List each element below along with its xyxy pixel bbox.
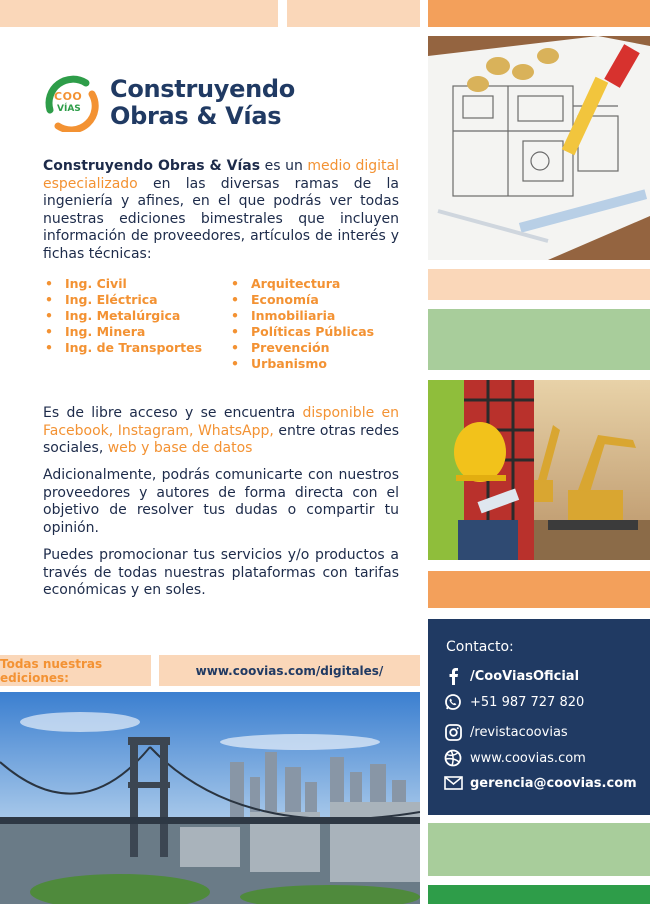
instagram-handle: /revistacoovias [470,724,568,740]
logo-vias: VÍAS [57,104,81,114]
globe-icon [443,748,463,768]
engineer-photo [428,380,650,560]
top-bar-right [428,0,650,27]
web-address: www.coovias.com [470,750,586,766]
instagram-icon [443,722,463,742]
top-bar-left [0,0,278,27]
right-bar-3 [428,571,650,608]
whatsapp-number: +51 987 727 820 [470,694,585,710]
editions-url-link[interactable]: www.coovias.com/digitales/ [195,663,384,678]
contact-instagram[interactable] [443,722,568,742]
contact-title: Contacto: [446,639,514,655]
intro-part1: es un [260,158,308,174]
list-item: • Ing. Minera [43,324,223,340]
contact-web[interactable] [443,748,586,768]
access-highlight1: disponible en Facebook, Instagram, WhatsApp, [43,405,399,439]
list-item: • Políticas Públicas [229,324,409,340]
brand-logo [42,74,302,138]
list-item: • Ing. de Transportes [43,340,223,356]
contact-facebook[interactable] [443,666,579,686]
list-item: • Prevención [229,340,409,356]
contact-email[interactable] [443,773,637,793]
intro-brand: Construyendo Obras & Vías [43,158,261,174]
access-highlight2: web y base de datos [107,440,253,456]
email-address: gerencia@coovias.com [470,775,637,791]
logo-title-line2: Obras & Vías [110,102,282,130]
right-bar-4 [428,823,650,876]
right-bar-5 [428,885,650,904]
specialty-list-left [43,276,223,356]
bridge-photo [0,692,420,904]
editions-label: Todas nuestras ediciones: [0,656,103,685]
facebook-handle: /CooViasOficial [470,668,580,684]
blueprint-photo [428,36,650,260]
list-item: • Ing. Metalúrgica [43,308,223,324]
specialty-list-right [229,276,409,372]
list-item: • Inmobiliaria [229,308,409,324]
logo-title-line1: Construyendo [110,75,295,103]
list-item: • Ing. Civil [43,276,223,292]
right-bar-1 [428,269,650,300]
promo-paragraph: Puedes promocionar tus servicios y/o productos a través de todas nuestras plataformas con tarifas económicas y en soles. [43,547,399,598]
intro-highlight: medio digital especializado [43,158,399,192]
list-item: • Urbanismo [229,356,409,372]
facebook-icon [443,666,463,686]
editions-label-bar [0,655,151,686]
editions-url-bar[interactable] [159,655,420,686]
logo-ring-icon [42,74,100,132]
access-paragraph [43,405,399,458]
list-item: • Arquitectura [229,276,409,292]
contact-whatsapp[interactable] [443,692,584,712]
logo-coo: COO [54,90,83,103]
right-bar-2 [428,309,650,370]
mail-icon [443,773,463,793]
access-part1: Es de libre acceso y se encuentra [43,405,303,421]
list-item: • Ing. Eléctrica [43,292,223,308]
intro-part2: en las diversas ramas de la ingeniería y afines, en el que podrás ver todas nuestras ediciones bimestrales que incluyen información de proveedores, artículos de interés y fichas técnicas: [43,175,399,262]
list-item: • Economía [229,292,409,308]
whatsapp-icon [443,692,463,712]
contact-paragraph: Adicionalmente, podrás comunicarte con nuestros proveedores y autores de forma directa con el objetivo de resolver tus dudas o compartir tu opinión. [43,467,399,536]
logo-title [110,76,295,130]
top-bar-middle [287,0,420,27]
access-part2: entre otras redes sociales, [43,422,399,456]
intro-paragraph [43,158,399,263]
